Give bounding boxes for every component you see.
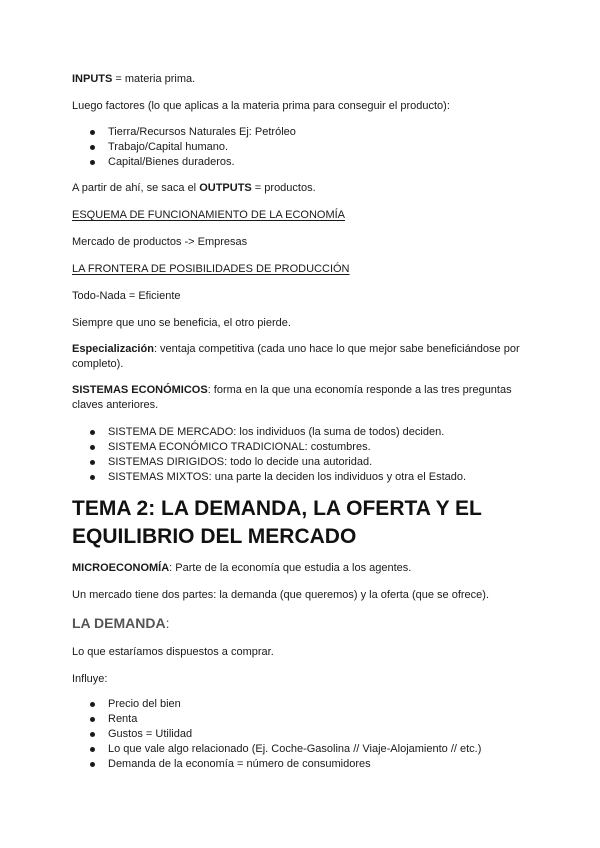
- mercado-productos: Mercado de productos -> Empresas: [72, 236, 248, 248]
- list-item: Tierra/Recursos Naturales Ej: Petróleo: [72, 125, 296, 140]
- list-item: SISTEMA DE MERCADO: los individuos (la suma de todos) deciden.: [72, 425, 466, 440]
- siempre-paragraph: Siempre que uno se beneficia, el otro pierde.: [72, 317, 291, 329]
- list-item: Gustos = Utilidad: [72, 727, 481, 742]
- micro-text: : Parte de la economía que estudia a los agentes.: [169, 562, 412, 574]
- especializacion-paragraph: [72, 342, 532, 372]
- sistemas-term: SISTEMAS ECONÓMICOS: [72, 384, 208, 396]
- list-item: Precio del bien: [72, 697, 481, 712]
- mercado-partes: Un mercado tiene dos partes: la demanda (que queremos) y la oferta (que se ofrece).: [72, 589, 490, 601]
- outputs-term: OUTPUTS: [199, 182, 252, 194]
- tema2-heading-line2: EQUILIBRIO DEL MERCADO: [72, 525, 357, 548]
- list-item: SISTEMAS DIRIGIDOS: todo lo decide una autoridad.: [72, 455, 466, 470]
- sistemas-paragraph: [72, 383, 532, 413]
- sistemas-list: [72, 425, 466, 485]
- demanda-heading-colon: :: [165, 615, 170, 631]
- inputs-paragraph: [72, 72, 195, 87]
- outputs-pre: A partir de ahí, se saca el: [72, 182, 200, 194]
- microeconomia-paragraph: [72, 561, 411, 576]
- tema2-heading-line1: TEMA 2: LA DEMANDA, LA OFERTA Y EL: [72, 497, 482, 520]
- especializacion-term: Especialización: [72, 343, 154, 355]
- list-item: Demanda de la economía = número de consumidores: [72, 757, 481, 772]
- list-item: SISTEMA ECONÓMICO TRADICIONAL: costumbres.: [72, 440, 466, 455]
- list-item: Lo que vale algo relacionado (Ej. Coche-Gasolina // Viaje-Alojamiento // etc.): [72, 742, 481, 757]
- esquema-heading: ESQUEMA DE FUNCIONAMIENTO DE LA ECONOMÍA: [72, 209, 346, 221]
- list-item: Capital/Bienes duraderos.: [72, 155, 296, 170]
- list-item: Trabajo/Capital humano.: [72, 140, 296, 155]
- sistemas-text: : forma en la que una economía responde a las tres preguntas claves anteriores.: [72, 384, 512, 411]
- demanda-heading-text: LA DEMANDA: [72, 615, 166, 631]
- influye-label: Influye:: [72, 673, 108, 685]
- outputs-paragraph: [72, 181, 316, 196]
- outputs-post: = productos.: [251, 182, 316, 194]
- list-item: SISTEMAS MIXTOS: una parte la deciden los individuos y otra el Estado.: [72, 470, 466, 485]
- frontera-heading: LA FRONTERA DE POSIBILIDADES DE PRODUCCIÓN: [72, 263, 350, 275]
- especializacion-text: : ventaja competitiva (cada uno hace lo que mejor sabe beneficiándose por completo).: [72, 343, 520, 370]
- todo-nada: Todo-Nada = Eficiente: [72, 290, 181, 302]
- influye-list: [72, 697, 481, 772]
- factores-list: [72, 125, 296, 170]
- inputs-text: = materia prima.: [112, 73, 196, 85]
- demanda-definition: Lo que estaríamos dispuestos a comprar.: [72, 646, 274, 658]
- micro-term: MICROECONOMÍA: [72, 562, 170, 574]
- demanda-heading: [72, 614, 169, 632]
- inputs-term: INPUTS: [72, 73, 113, 85]
- list-item: Renta: [72, 712, 481, 727]
- factores-intro: Luego factores (lo que aplicas a la materia prima para conseguir el producto):: [72, 100, 450, 112]
